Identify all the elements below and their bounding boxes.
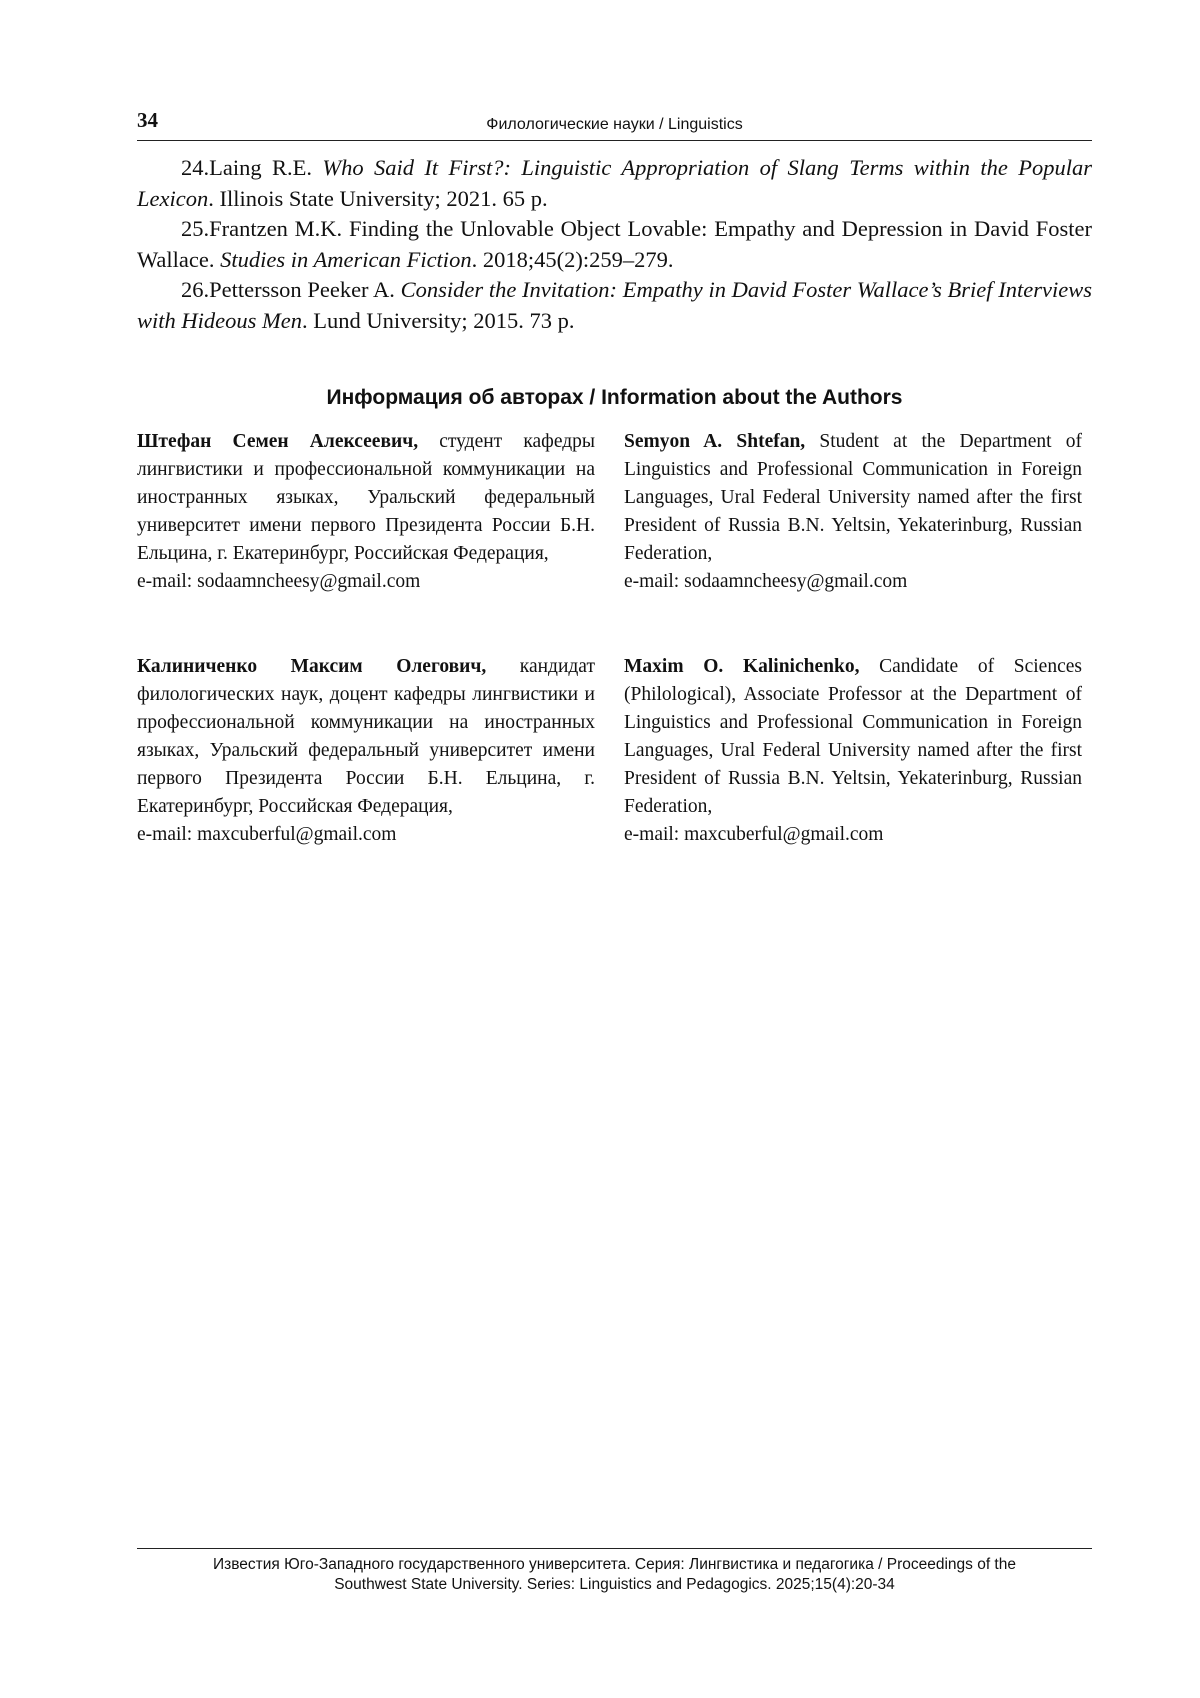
reference-number: 26. xyxy=(181,277,210,302)
reference-list xyxy=(137,153,1092,336)
reference-item xyxy=(137,275,1092,336)
author-email: e-mail: sodaamncheesy@gmail.com xyxy=(137,571,421,592)
page-footer xyxy=(137,1548,1092,1595)
reference-title: Who Said It First?: Linguistic Appropriation of Slang Terms within the Popular Lexicon xyxy=(137,155,1093,211)
authors-heading: Информация об авторах / Information about the Authors xyxy=(326,386,903,409)
reference-title: Consider the Invitation: Empathy in David Foster Wallace’s Brief Interviews with Hideous Men xyxy=(137,277,1092,333)
author-name: Калиниченко Максим Олегович, xyxy=(137,656,487,677)
author-name: Штефан Семен Алексеевич, xyxy=(137,431,419,452)
running-title: Филологические науки / Linguistics xyxy=(486,116,743,133)
reference-number: 24. xyxy=(181,155,210,180)
author-email: e-mail: maxcuberful@gmail.com xyxy=(624,824,884,845)
author-description: кандидат филологических наук, доцент кафедры лингвистики и профессиональной коммуникации на иностранных языках, Уральский федеральный университет имени первого Президента России Б.Н. Ельцина, г. Екатеринбург, Российская Федерация, xyxy=(137,656,595,817)
reference-number: 25. xyxy=(181,216,210,241)
reference-author: Pettersson Peeker A. xyxy=(209,277,395,302)
reference-details: . Illinois State University; 2021. 65 p. xyxy=(208,185,548,211)
reference-details: . Lund University; 2015. 73 p. xyxy=(301,307,575,333)
reference-item xyxy=(137,214,1092,275)
author-info-ru xyxy=(137,428,595,596)
author-email: e-mail: sodaamncheesy@gmail.com xyxy=(624,571,908,592)
author-info-en xyxy=(624,428,1082,596)
author-description: Candidate of Sciences (Philological), Associate Professor at the Department of Linguistics and Professional Communication in Foreign Languages, Ural Federal University named after the first President of Russia B.N. Yeltsin, Yekaterinburg, Russian Federation, xyxy=(624,656,1082,817)
reference-author: Laing R.E. xyxy=(209,155,312,180)
author-info-ru xyxy=(137,653,595,849)
footer-line: Southwest State University. Series: Linguistics and Pedagogics. 2025;15(4):20-34 xyxy=(334,1576,895,1593)
reference-details: . 2018;45(2):259–279. xyxy=(471,246,674,272)
author-description: Student at the Department of Linguistics and Professional Communication in Foreign Languages, Ural Federal University named after the first President of Russia B.N. Yeltsin, Yekaterinburg, Russian Federation, xyxy=(624,431,1082,564)
reference-item xyxy=(137,153,1092,214)
author-description: студент кафедры лингвистики и профессиональной коммуникации на иностранных языках, Уральский федеральный университет имени первого Президента России Б.Н. Ельцина, г. Екатеринбург, Российская Федерация, xyxy=(137,431,595,564)
author-name: Semyon A. Shtefan, xyxy=(624,431,806,452)
author-name: Maxim O. Kalinichenko, xyxy=(624,656,860,677)
author-email: e-mail: maxcuberful@gmail.com xyxy=(137,824,397,845)
page-header xyxy=(137,106,1092,141)
footer-line: Известия Юго-Западного государственного университета. Серия: Лингвистика и педагогика / Proceedings of the xyxy=(213,1556,1016,1573)
reference-author: Frantzen M.K. xyxy=(209,216,343,241)
author-info-en xyxy=(624,653,1082,849)
reference-journal: Studies in American Fiction xyxy=(220,246,472,272)
reference-title: Finding the Unlovable Object Lovable: Empathy and Depression in David Foster Wallace. xyxy=(137,216,1092,272)
page-number: 34 xyxy=(137,108,158,132)
